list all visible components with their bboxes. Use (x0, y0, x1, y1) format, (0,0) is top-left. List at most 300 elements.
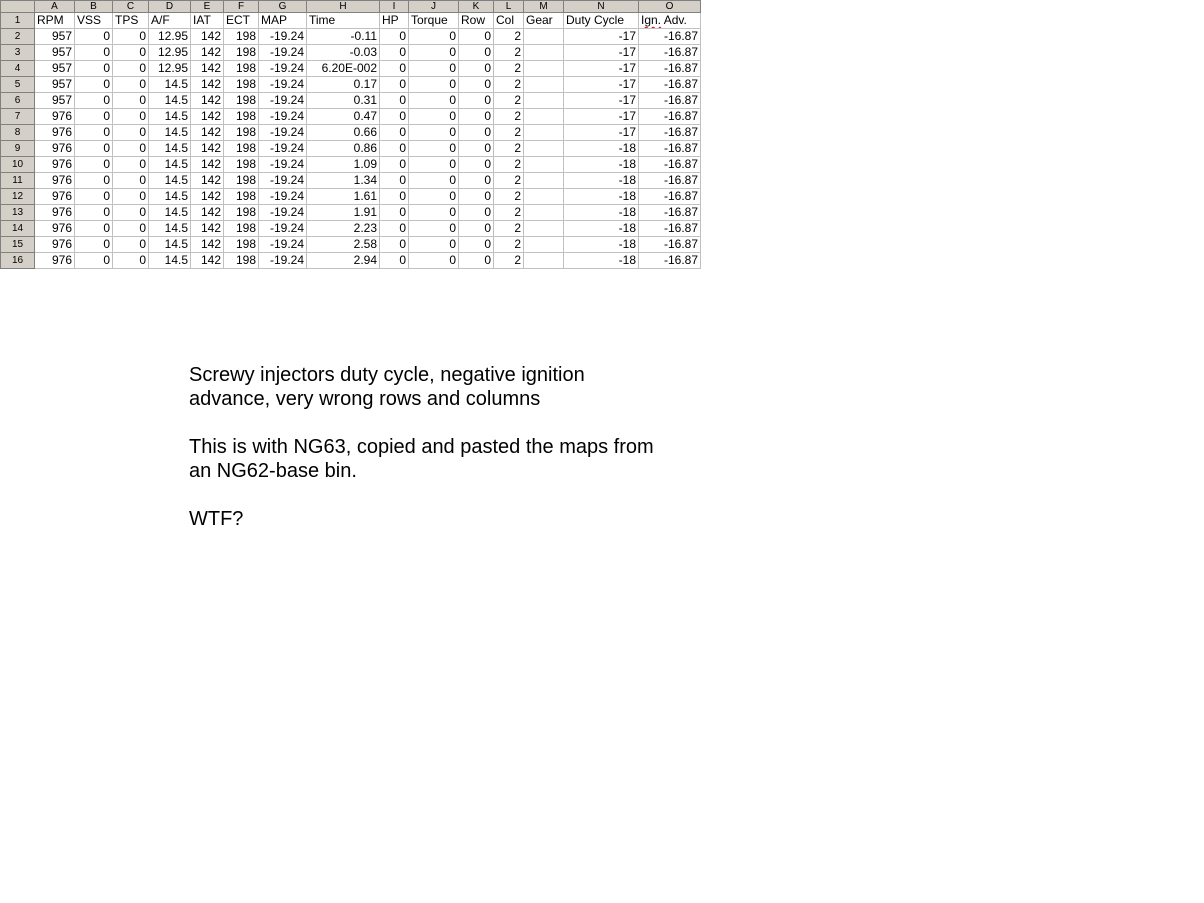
data-cell[interactable]: -18 (564, 189, 639, 205)
data-cell[interactable]: -18 (564, 205, 639, 221)
data-cell[interactable]: -0.11 (307, 29, 380, 45)
data-cell[interactable]: 12.95 (149, 29, 191, 45)
column-header-o[interactable]: O (639, 1, 701, 13)
data-cell[interactable]: 142 (191, 221, 224, 237)
data-cell[interactable]: 0 (113, 141, 149, 157)
data-cell[interactable]: 142 (191, 61, 224, 77)
data-cell[interactable]: 0 (409, 237, 459, 253)
data-cell[interactable]: 0 (113, 253, 149, 269)
row-header[interactable]: 1 (1, 13, 35, 29)
data-cell[interactable]: 2 (494, 141, 524, 157)
data-cell[interactable]: 12.95 (149, 45, 191, 61)
data-cell[interactable]: 198 (224, 93, 259, 109)
data-cell[interactable]: 0 (459, 237, 494, 253)
data-cell[interactable]: 198 (224, 29, 259, 45)
data-cell[interactable]: 14.5 (149, 125, 191, 141)
header-cell[interactable]: RPM (35, 13, 75, 29)
data-cell[interactable]: 2 (494, 205, 524, 221)
data-cell[interactable]: 0 (380, 45, 409, 61)
data-cell[interactable] (524, 77, 564, 93)
data-cell[interactable]: -16.87 (639, 205, 701, 221)
data-cell[interactable]: 976 (35, 221, 75, 237)
column-header-j[interactable]: J (409, 1, 459, 13)
data-cell[interactable]: 14.5 (149, 173, 191, 189)
table-row (1, 157, 701, 173)
column-header-i[interactable]: I (380, 1, 409, 13)
data-cell[interactable]: -16.87 (639, 237, 701, 253)
data-cell[interactable]: 2 (494, 173, 524, 189)
header-cell[interactable]: Torque (409, 13, 459, 29)
data-cell[interactable]: 14.5 (149, 253, 191, 269)
data-cell[interactable]: 2 (494, 77, 524, 93)
table-row (1, 221, 701, 237)
data-cell[interactable]: 0 (75, 45, 113, 61)
data-cell[interactable]: 0 (75, 61, 113, 77)
data-cell[interactable]: 0 (409, 157, 459, 173)
data-cell[interactable]: 0 (409, 173, 459, 189)
caption-line: This is with NG63, copied and pasted the maps from (189, 436, 654, 458)
data-cell[interactable]: -17 (564, 45, 639, 61)
row-header[interactable]: 13 (1, 205, 35, 221)
data-cell[interactable]: 0 (75, 109, 113, 125)
data-cell[interactable]: -0.03 (307, 45, 380, 61)
data-cell[interactable]: 0 (75, 205, 113, 221)
data-cell[interactable]: -16.87 (639, 189, 701, 205)
data-cell[interactable]: -19.24 (259, 77, 307, 93)
data-cell[interactable]: -19.24 (259, 29, 307, 45)
data-cell[interactable]: 0 (113, 221, 149, 237)
data-cell[interactable]: -16.87 (639, 141, 701, 157)
data-cell[interactable]: 198 (224, 189, 259, 205)
data-cell[interactable]: 0 (75, 77, 113, 93)
data-cell[interactable]: 142 (191, 253, 224, 269)
data-cell[interactable]: 0 (75, 221, 113, 237)
row-header[interactable]: 2 (1, 29, 35, 45)
data-cell[interactable]: 142 (191, 45, 224, 61)
data-cell[interactable]: 976 (35, 205, 75, 221)
data-cell[interactable]: 0 (75, 189, 113, 205)
data-cell[interactable]: 198 (224, 45, 259, 61)
data-cell[interactable]: -19.24 (259, 189, 307, 205)
row-header[interactable]: 7 (1, 109, 35, 125)
data-cell[interactable]: 2 (494, 93, 524, 109)
data-cell[interactable]: -18 (564, 173, 639, 189)
data-cell[interactable]: -19.24 (259, 125, 307, 141)
header-cell[interactable] (639, 13, 701, 29)
data-cell[interactable]: 2 (494, 29, 524, 45)
column-header-row (1, 1, 701, 13)
data-cell[interactable]: 0 (459, 29, 494, 45)
header-cell[interactable]: Duty Cycle (564, 13, 639, 29)
data-cell[interactable]: 142 (191, 77, 224, 93)
data-cell[interactable]: 0 (409, 61, 459, 77)
data-cell[interactable]: 0 (459, 45, 494, 61)
select-all-corner[interactable] (1, 1, 35, 13)
data-cell[interactable]: 2 (494, 253, 524, 269)
data-cell[interactable]: 0 (75, 125, 113, 141)
table-row (1, 253, 701, 269)
data-cell[interactable]: 0 (380, 93, 409, 109)
table-row (1, 45, 701, 61)
row-header[interactable]: 9 (1, 141, 35, 157)
data-cell[interactable]: 976 (35, 173, 75, 189)
data-cell[interactable]: 198 (224, 141, 259, 157)
spreadsheet-grid (0, 0, 701, 269)
table-row (1, 13, 701, 29)
data-cell[interactable]: 1.61 (307, 189, 380, 205)
data-cell[interactable]: 2 (494, 61, 524, 77)
data-cell[interactable] (524, 221, 564, 237)
data-cell[interactable]: 198 (224, 173, 259, 189)
row-header[interactable]: 16 (1, 253, 35, 269)
data-cell[interactable]: -16.87 (639, 29, 701, 45)
data-cell[interactable]: 0 (409, 141, 459, 157)
table-row (1, 29, 701, 45)
data-cell[interactable]: -19.24 (259, 173, 307, 189)
data-cell[interactable]: 14.5 (149, 237, 191, 253)
column-header-b[interactable]: B (75, 1, 113, 13)
data-cell[interactable]: 0 (459, 93, 494, 109)
data-cell[interactable]: 0 (380, 109, 409, 125)
data-cell[interactable]: 0 (380, 237, 409, 253)
data-cell[interactable]: 2 (494, 237, 524, 253)
data-cell[interactable]: 976 (35, 253, 75, 269)
data-cell[interactable]: 0 (459, 253, 494, 269)
data-cell[interactable]: 976 (35, 125, 75, 141)
data-cell[interactable]: 12.95 (149, 61, 191, 77)
row-header[interactable]: 6 (1, 93, 35, 109)
data-cell[interactable]: -19.24 (259, 109, 307, 125)
data-cell[interactable]: 0 (380, 29, 409, 45)
data-cell[interactable]: -19.24 (259, 157, 307, 173)
row-header[interactable]: 14 (1, 221, 35, 237)
data-cell[interactable]: 0 (75, 173, 113, 189)
row-header[interactable]: 8 (1, 125, 35, 141)
data-cell[interactable]: -16.87 (639, 93, 701, 109)
data-cell[interactable]: 0 (113, 109, 149, 125)
data-cell[interactable]: -18 (564, 237, 639, 253)
data-cell[interactable]: 0 (75, 253, 113, 269)
data-cell[interactable]: 0 (459, 173, 494, 189)
data-cell[interactable]: -19.24 (259, 253, 307, 269)
column-header-f[interactable]: F (224, 1, 259, 13)
data-cell[interactable]: 0 (380, 205, 409, 221)
data-cell[interactable] (524, 61, 564, 77)
caption-line: Screwy injectors duty cycle, negative ignition (189, 364, 585, 386)
data-cell[interactable]: 142 (191, 189, 224, 205)
data-cell[interactable]: 0 (380, 221, 409, 237)
data-cell[interactable]: 0 (459, 157, 494, 173)
data-cell[interactable]: 0 (113, 189, 149, 205)
data-cell[interactable]: 14.5 (149, 141, 191, 157)
data-cell[interactable]: -16.87 (639, 61, 701, 77)
data-cell[interactable]: 0 (113, 205, 149, 221)
header-cell[interactable]: ECT (224, 13, 259, 29)
data-cell[interactable]: -19.24 (259, 61, 307, 77)
caption-paragraph (189, 363, 709, 411)
data-cell[interactable]: 0 (459, 141, 494, 157)
data-cell[interactable] (524, 157, 564, 173)
column-header-l[interactable]: L (494, 1, 524, 13)
data-cell[interactable]: 198 (224, 125, 259, 141)
data-cell[interactable]: 0.47 (307, 109, 380, 125)
column-header-a[interactable]: A (35, 1, 75, 13)
data-cell[interactable] (524, 29, 564, 45)
data-cell[interactable]: 198 (224, 109, 259, 125)
data-cell[interactable]: 0 (113, 237, 149, 253)
caption-paragraph (189, 435, 709, 483)
row-header[interactable]: 10 (1, 157, 35, 173)
column-header-k[interactable]: K (459, 1, 494, 13)
header-cell[interactable]: TPS (113, 13, 149, 29)
data-cell[interactable]: -19.24 (259, 205, 307, 221)
data-cell[interactable]: 0 (459, 221, 494, 237)
data-cell[interactable]: 14.5 (149, 157, 191, 173)
data-cell[interactable]: -17 (564, 77, 639, 93)
data-cell[interactable]: 0 (75, 141, 113, 157)
table-row (1, 125, 701, 141)
data-cell[interactable]: 0 (75, 29, 113, 45)
data-cell[interactable]: -19.24 (259, 221, 307, 237)
data-cell[interactable]: 0 (409, 189, 459, 205)
data-cell[interactable]: -16.87 (639, 77, 701, 93)
caption-line: WTF? (189, 508, 244, 530)
data-cell[interactable]: 957 (35, 29, 75, 45)
data-cell[interactable] (524, 237, 564, 253)
data-cell[interactable] (524, 173, 564, 189)
data-cell[interactable]: -17 (564, 109, 639, 125)
data-cell[interactable]: 2.58 (307, 237, 380, 253)
data-cell[interactable]: -18 (564, 253, 639, 269)
data-cell[interactable]: 0 (409, 45, 459, 61)
data-cell[interactable]: 957 (35, 61, 75, 77)
data-cell[interactable]: 1.34 (307, 173, 380, 189)
data-cell[interactable]: 0 (409, 29, 459, 45)
data-cell[interactable]: -16.87 (639, 173, 701, 189)
data-cell[interactable]: 0 (459, 189, 494, 205)
data-cell[interactable]: 0 (113, 45, 149, 61)
data-cell[interactable]: 0 (75, 237, 113, 253)
data-cell[interactable]: -17 (564, 93, 639, 109)
data-cell[interactable]: -18 (564, 141, 639, 157)
row-header[interactable]: 12 (1, 189, 35, 205)
data-cell[interactable]: 0 (459, 205, 494, 221)
data-cell[interactable]: 0.31 (307, 93, 380, 109)
data-cell[interactable]: 6.20E-002 (307, 61, 380, 77)
data-cell[interactable]: 976 (35, 189, 75, 205)
data-cell[interactable]: -19.24 (259, 93, 307, 109)
data-cell[interactable]: 0 (113, 29, 149, 45)
data-cell[interactable]: 2 (494, 189, 524, 205)
data-cell[interactable]: 0 (113, 93, 149, 109)
data-cell[interactable] (524, 253, 564, 269)
data-cell[interactable]: -16.87 (639, 253, 701, 269)
data-cell[interactable]: -16.87 (639, 45, 701, 61)
header-cell[interactable]: Col (494, 13, 524, 29)
data-cell[interactable]: 0 (459, 61, 494, 77)
data-cell[interactable]: 0 (113, 61, 149, 77)
data-cell[interactable]: 957 (35, 93, 75, 109)
data-cell[interactable]: 957 (35, 45, 75, 61)
data-cell[interactable]: 14.5 (149, 109, 191, 125)
data-cell[interactable]: 14.5 (149, 189, 191, 205)
data-cell[interactable]: 0 (409, 125, 459, 141)
data-cell[interactable] (524, 205, 564, 221)
data-cell[interactable]: 976 (35, 141, 75, 157)
row-header[interactable]: 3 (1, 45, 35, 61)
data-cell[interactable]: 0 (75, 93, 113, 109)
data-cell[interactable]: 0 (113, 125, 149, 141)
data-cell[interactable]: -16.87 (639, 221, 701, 237)
data-cell[interactable]: 142 (191, 109, 224, 125)
data-cell[interactable]: 142 (191, 173, 224, 189)
data-cell[interactable]: 0.66 (307, 125, 380, 141)
data-cell[interactable]: -17 (564, 125, 639, 141)
data-cell[interactable]: 0 (459, 77, 494, 93)
header-cell[interactable]: Gear (524, 13, 564, 29)
data-cell[interactable] (524, 189, 564, 205)
row-header[interactable]: 5 (1, 77, 35, 93)
spellcheck-word: Ign. (641, 13, 662, 27)
row-header[interactable]: 4 (1, 61, 35, 77)
table-row (1, 77, 701, 93)
data-cell[interactable]: 2 (494, 109, 524, 125)
data-cell[interactable]: 142 (191, 125, 224, 141)
header-cell[interactable]: Time (307, 13, 380, 29)
data-cell[interactable]: 198 (224, 205, 259, 221)
data-cell[interactable]: 14.5 (149, 205, 191, 221)
data-cell[interactable]: 198 (224, 221, 259, 237)
data-cell[interactable]: 0.86 (307, 141, 380, 157)
data-cell[interactable]: 957 (35, 77, 75, 93)
data-cell[interactable]: -16.87 (639, 157, 701, 173)
header-cell[interactable]: IAT (191, 13, 224, 29)
data-cell[interactable]: 198 (224, 61, 259, 77)
column-header-h[interactable]: H (307, 1, 380, 13)
data-cell[interactable]: -19.24 (259, 45, 307, 61)
data-cell[interactable]: 2 (494, 221, 524, 237)
table-row (1, 173, 701, 189)
data-cell[interactable] (524, 141, 564, 157)
data-cell[interactable]: 0 (459, 109, 494, 125)
data-cell[interactable]: 0 (409, 253, 459, 269)
data-cell[interactable]: -16.87 (639, 109, 701, 125)
table-row (1, 109, 701, 125)
header-cell-text: Adv. (661, 13, 687, 27)
data-cell[interactable]: 14.5 (149, 77, 191, 93)
data-cell[interactable]: 142 (191, 29, 224, 45)
data-cell[interactable]: -19.24 (259, 141, 307, 157)
data-cell[interactable]: -18 (564, 221, 639, 237)
table-row (1, 189, 701, 205)
data-cell[interactable]: 0 (380, 77, 409, 93)
data-cell[interactable]: 1.09 (307, 157, 380, 173)
header-cell[interactable]: VSS (75, 13, 113, 29)
header-cell[interactable]: A/F (149, 13, 191, 29)
caption-paragraph (189, 507, 709, 531)
data-cell[interactable]: 142 (191, 205, 224, 221)
data-cell[interactable]: 0 (380, 189, 409, 205)
header-cell[interactable]: HP (380, 13, 409, 29)
data-cell[interactable]: -19.24 (259, 237, 307, 253)
column-header-d[interactable]: D (149, 1, 191, 13)
row-header[interactable]: 11 (1, 173, 35, 189)
data-cell[interactable] (524, 93, 564, 109)
data-cell[interactable]: 0 (409, 205, 459, 221)
data-cell[interactable]: 0 (380, 173, 409, 189)
data-cell[interactable]: 0 (113, 77, 149, 93)
data-cell[interactable]: 0 (380, 125, 409, 141)
data-cell[interactable] (524, 109, 564, 125)
data-cell[interactable]: 142 (191, 93, 224, 109)
data-cell[interactable]: 14.5 (149, 221, 191, 237)
data-cell[interactable]: 0 (409, 77, 459, 93)
table-row (1, 93, 701, 109)
data-cell[interactable]: 0 (113, 173, 149, 189)
data-cell[interactable]: 0 (409, 221, 459, 237)
data-cell[interactable]: 2.23 (307, 221, 380, 237)
data-cell[interactable]: 1.91 (307, 205, 380, 221)
table-row (1, 141, 701, 157)
data-cell[interactable]: 976 (35, 109, 75, 125)
data-cell[interactable]: 0 (113, 157, 149, 173)
table-row (1, 237, 701, 253)
data-cell[interactable]: 0 (380, 253, 409, 269)
data-cell[interactable]: 0 (409, 93, 459, 109)
column-header-m[interactable]: M (524, 1, 564, 13)
data-cell[interactable]: 142 (191, 237, 224, 253)
table-row (1, 205, 701, 221)
data-cell[interactable]: 0 (380, 141, 409, 157)
data-cell[interactable]: -17 (564, 29, 639, 45)
data-cell[interactable]: 198 (224, 77, 259, 93)
header-cell[interactable]: MAP (259, 13, 307, 29)
caption-line: an NG62-base bin. (189, 460, 357, 482)
data-cell[interactable]: -18 (564, 157, 639, 173)
data-cell[interactable]: -16.87 (639, 125, 701, 141)
caption-line: advance, very wrong rows and columns (189, 388, 541, 410)
data-cell[interactable]: 976 (35, 157, 75, 173)
column-header-c[interactable]: C (113, 1, 149, 13)
data-cell[interactable]: 0 (75, 157, 113, 173)
data-cell[interactable]: 0.17 (307, 77, 380, 93)
data-cell[interactable]: 0 (380, 61, 409, 77)
data-cell[interactable]: 142 (191, 141, 224, 157)
data-cell[interactable]: 198 (224, 237, 259, 253)
data-cell[interactable]: 0 (409, 109, 459, 125)
data-cell[interactable]: 198 (224, 253, 259, 269)
column-header-n[interactable]: N (564, 1, 639, 13)
header-cell[interactable]: Row (459, 13, 494, 29)
row-header[interactable]: 15 (1, 237, 35, 253)
data-cell[interactable]: 0 (380, 157, 409, 173)
data-cell[interactable]: 976 (35, 237, 75, 253)
data-cell[interactable]: 0 (459, 125, 494, 141)
data-cell[interactable]: 14.5 (149, 93, 191, 109)
data-cell[interactable] (524, 45, 564, 61)
data-cell[interactable]: 2 (494, 125, 524, 141)
data-cell[interactable]: 198 (224, 157, 259, 173)
data-cell[interactable]: 2 (494, 157, 524, 173)
table-row (1, 61, 701, 77)
column-header-g[interactable]: G (259, 1, 307, 13)
data-cell[interactable]: 142 (191, 157, 224, 173)
data-cell[interactable]: 2.94 (307, 253, 380, 269)
data-cell[interactable] (524, 125, 564, 141)
data-cell[interactable]: 2 (494, 45, 524, 61)
data-cell[interactable]: -17 (564, 61, 639, 77)
column-header-e[interactable]: E (191, 1, 224, 13)
